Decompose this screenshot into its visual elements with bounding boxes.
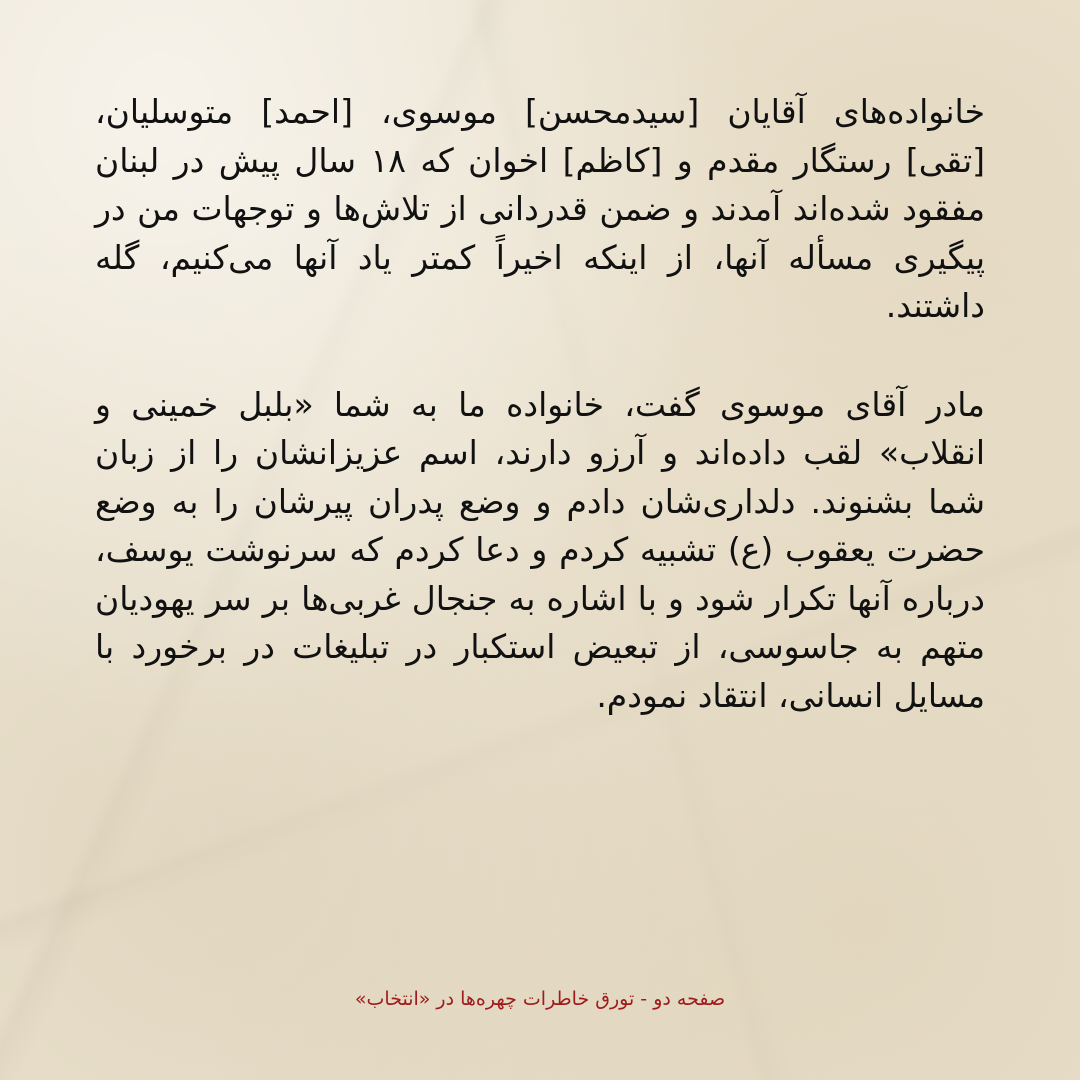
page-caption: صفحه دو - تورق خاطرات چهره‌ها در «انتخاب» (354, 988, 726, 1010)
paragraph-families-visit: خانواده‌های آقایان [سیدمحسن] موسوی، [احمد] متوسلیان، [تقی] رستگار مقدم و [کاظم] اخوان که ۱۸ سال پیش در لبنان مفقود شده‌اند آمدند و ضمن قدردانی از تلاش‌ها و توجهات من در پیگیری مسأله آنها، از اینکه اخیراً کمتر یاد آنها می‌کنیم، گله داشتند. (95, 92, 986, 325)
paragraph-mother-statement: مادر آقای موسوی گفت، خانواده ما به شما «بلبل خمینی و انقلاب» لقب داده‌اند و آرزو دارند، اسم عزیزانشان را از زبان شما بشنوند. دلداری‌شان دادم و وضع پدران پیرشان را به وضع حضرت یعقوب (ع) تشبیه کردم و دعا کردم که سرنوشت یوسف، درباره آنها تکرار شود و با اشاره به جنجال غربی‌ها بر سر یهودیان متهم به جاسوسی، از تبعیض استکبار در تبلیغات در برخورد با مسایل انسانی، انتقاد نمودم. (95, 384, 985, 715)
document-body (95, 88, 985, 720)
